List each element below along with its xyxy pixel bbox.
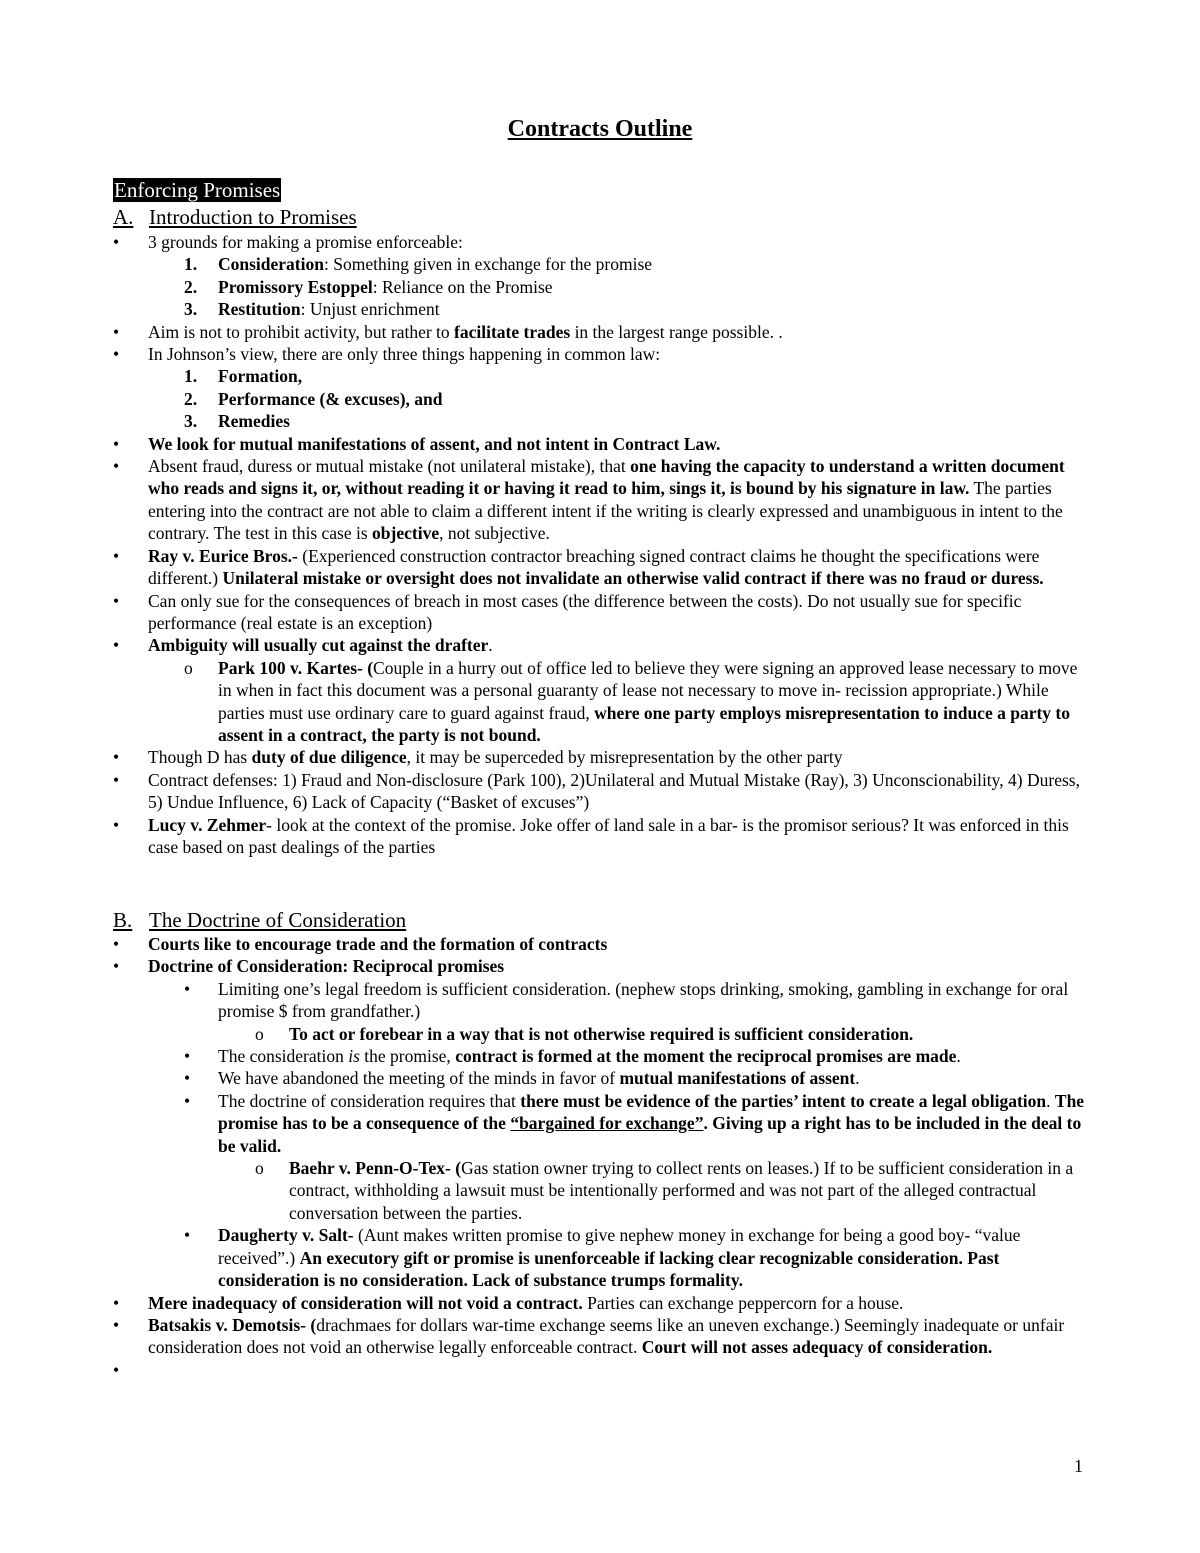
list-item: • Contract defenses: 1) Fraud and Non-disclosure (Park 100), 2)Unilateral and Mutual Mistake (Ray), 3) Unconscionability, 4) Duress, 5) Undue Influence, 6) Lack of Capacity (“Basket of excuses”) <box>113 769 1080 813</box>
list-item: • Doctrine of Consideration: Reciprocal promises <box>113 956 505 977</box>
document-title: Contracts Outline <box>507 116 693 142</box>
part-a-list <box>0 231 1200 858</box>
sub-sub-list-item: o Baehr v. Penn-O-Tex- (Gas station owner trying to collect rents on leases.) If to be sufficient consideration in a contract, withholding a lawsuit must be intentionally performed and was not part of the alleged contractual conversation between the parties. <box>255 1158 1074 1223</box>
part-a-heading: A. Introduction to Promises <box>113 205 357 229</box>
list-item: • Ambiguity will usually cut against the drafter. <box>113 635 493 656</box>
list-item: • We look for mutual manifestations of assent, and not intent in Contract Law. <box>113 433 721 454</box>
numbered-item: 2. Performance (& excuses), and <box>184 388 443 409</box>
list-item: • Mere inadequacy of consideration will not void a contract. Parties can exchange peppercorn for a house. <box>113 1292 904 1313</box>
list-item: • Though D has duty of due diligence, it may be superceded by misrepresentation by the other party <box>113 747 843 768</box>
list-item: • Can only sue for the consequences of breach in most cases (the difference between the costs). Do not usually sue for specific performance (real estate is an exception) <box>113 590 1022 633</box>
list-item: • Batsakis v. Demotsis- (drachmaes for dollars war-time exchange seems like an uneven exchange.) Seemingly inadequate or unfair consideration does not void an otherwise legally enforceable contract. Court will not asses adequacy of consideration. <box>113 1314 1065 1358</box>
list-item: • 3 grounds for making a promise enforceable: <box>113 232 463 252</box>
list-item: • Aim is not to prohibit activity, but rather to facilitate trades in the largest range possible. . <box>113 321 783 342</box>
list-item: • Absent fraud, duress or mutual mistake (not unilateral mistake), that one having the capacity to understand a written document who reads and signs it, or, without reading it or having it read to him, sings it, is bound by his signature in law. The parties entering into the contract are not able to claim a different intent if the writing is clearly expressed and unambiguous in intent to the contrary. The test in this case is objective, not subjective. <box>113 456 1065 544</box>
section-heading: Enforcing Promises <box>114 178 281 202</box>
numbered-item: 1. Formation, <box>184 366 303 387</box>
sub-sub-list-item: o To act or forebear in a way that is not otherwise required is sufficient consideration. <box>255 1023 914 1044</box>
list-item: • Ray v. Eurice Bros.- (Experienced construction contractor breaching signed contract claims he thought the specifications were different.) Unilateral mistake or oversight does not invalidate an otherwise valid contract if there was no fraud or duress. <box>113 545 1044 589</box>
list-item: • Lucy v. Zehmer- look at the context of the promise. Joke offer of land sale in a bar- is the promisor serious? It was enforced in this case based on past dealings of the parties <box>113 814 1069 857</box>
list-item: • In Johnson’s view, there are only three things happening in common law: <box>113 344 661 365</box>
part-b-heading: B. The Doctrine of Consideration <box>113 908 407 932</box>
numbered-item: 3. Restitution: Unjust enrichment <box>184 299 440 320</box>
list-item: • Courts like to encourage trade and the formation of contracts <box>113 934 608 954</box>
sub-list-item: • The doctrine of consideration requires that there must be evidence of the parties’ intent to create a legal obligation. The promise has to be a consequence of the “bargained for exchange”. Giving up a right has to be included in the deal to be valid. <box>184 1090 1085 1156</box>
sub-list-item: • We have abandoned the meeting of the minds in favor of mutual manifestations of assent. <box>184 1068 860 1089</box>
sub-list-item: • Daugherty v. Salt- (Aunt makes written promise to give nephew money in exchange for being a good boy- “value received”.) An executory gift or promise is unenforceable if lacking clear recognizable consideration. Past consideration is no consideration. Lack of substance trumps formality. <box>184 1225 1021 1291</box>
numbered-item: 2. Promissory Estoppel: Reliance on the Promise <box>184 276 553 297</box>
sub-list-item: • Limiting one’s legal freedom is sufficient consideration. (nephew stops drinking, smoking, gambling in exchange for oral promise $ from grandfather.) <box>184 978 1069 1022</box>
page-number: 1 <box>1074 1456 1083 1476</box>
part-b-list: • Courts like to encourage trade and the formation of contracts • Doctrine of Consideration: Reciprocal promises • Limiting one’s legal freedom is sufficient consideration. (nephew stops drinking, smoking, gambling in exchange for oral promise $ from grandfather.) o To act or forebear in a way that is not otherwise required is sufficient consideration. • The consideration is the promise, contract is formed at the moment the reciprocal promises are made. • We have abandoned the meeting of the minds in favor of mutual manifestations of assent. • The doctrine of consideration requires that there must be evidence of the parties’ intent to create a legal obligation. The promise has to be a consequence of the “bargained for exchange”. Giving up a right has to be included in the deal to be valid. o Baehr v. Penn-O-Tex- (Gas station owner trying to collect rents on leases.) If to be sufficient consideration in a contract, withholding a lawsuit must be intentionally performed and was not part of the alleged contractual conversation between the parties. • Daugherty v. Salt- (Aunt makes written promise to give nephew money in exchange for being a good boy- “value received”.) An executory gift or promise is unenforceable if lacking clear recognizable consideration. Past consideration is no consideration. Lack of substance trumps formality. • Mere inadequacy of consideration will not void a contract. Parties can exchange peppercorn for a house. • Batsakis v. Demotsis- (drachmaes for dollars war-time exchange seems like an uneven exchange.) Seemingly inadequate or unfair consideration does not void an otherwise legally enforceable contract. Court will not asses adequacy of consideration. • <box>0 933 1200 1359</box>
numbered-item: 3. Remedies <box>184 411 290 432</box>
sub-list-item: o Park 100 v. Kartes- (Couple in a hurry out of office led to believe they were signing an approved lease necessary to move in when in fact this document was a personal guaranty of lease not necessary to move in- recission appropriate.) While parties must use ordinary care to guard against fraud, where one party employs misrepresentation to induce a party to assent in a contract, the party is not bound. <box>184 657 1078 745</box>
numbered-item: 1. Consideration: Something given in exchange for the promise <box>184 254 653 275</box>
sub-list-item: • The consideration is the promise, contract is formed at the moment the reciprocal promises are made. <box>184 1046 961 1067</box>
